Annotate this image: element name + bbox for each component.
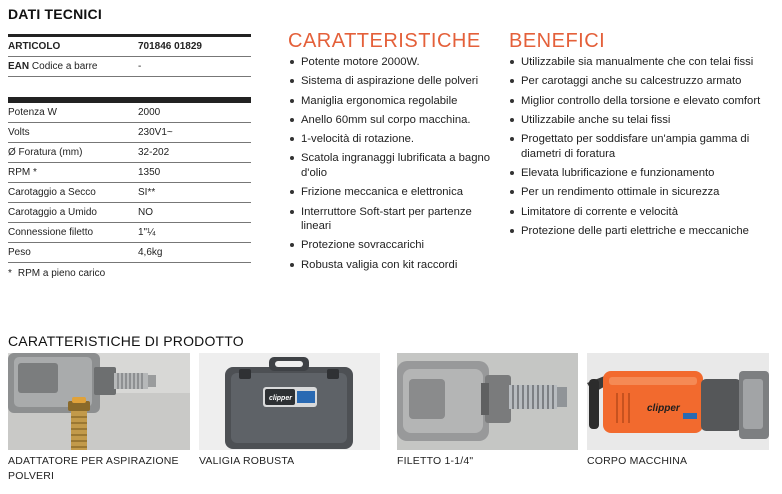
list-item (289, 55, 501, 70)
list-item-text: Limitatore di corrente e velocità (521, 205, 678, 218)
list-item-text: Sistema di aspirazione delle polveri (301, 75, 479, 88)
list-item-text: Utilizzabile sia manualmente che con telai fissi (521, 56, 754, 68)
bullet-icon (290, 79, 294, 83)
list-item-text: Elevata lubrificazione e funzionamento (521, 166, 715, 179)
list-item (289, 94, 501, 109)
tech-value: SI** (138, 187, 156, 198)
bullet-icon (510, 118, 514, 122)
tech-value: - (138, 61, 142, 72)
bullet-icon (510, 229, 514, 233)
tech-row (8, 103, 251, 123)
list-item (289, 74, 501, 89)
list-item-text: Miglior controllo della torsione e elevato comfort (521, 94, 761, 107)
list-item (509, 74, 769, 89)
tech-label: Peso (8, 247, 31, 258)
list-item-text: Per carotaggi anche su calcestruzzo armato (521, 75, 742, 88)
tech-value: 4,6kg (138, 247, 163, 258)
tech-label: Ø Foratura (mm) (8, 147, 83, 158)
caption-thread: FILETTO 1-1/4" (397, 455, 474, 467)
product-image-thread (397, 353, 578, 450)
tech-value: NO (138, 207, 153, 218)
caption-body: CORPO MACCHINA (587, 455, 688, 467)
tech-label: Connessione filetto (8, 227, 94, 238)
adapter-illustration (8, 353, 190, 450)
caption-adapter: ADATTATORE PER ASPIRAZIONE POLVERI (8, 455, 179, 482)
footnote (8, 268, 251, 279)
tech-value: 2000 (138, 107, 161, 118)
bullet-icon (510, 137, 514, 141)
bullet-icon (290, 99, 294, 103)
tech-label (8, 61, 138, 72)
tech-label: Carotaggio a Secco (8, 187, 96, 198)
product-section-title: CARATTERISTICHE DI PRODOTTO (8, 333, 244, 349)
ean-label: EAN (8, 61, 30, 72)
list-item-text: Robusta valigia con kit raccordi (301, 258, 458, 271)
list-item-text: Protezione delle parti elettriche e meccaniche (521, 224, 749, 237)
tech-value: 1350 (138, 167, 161, 178)
tech-label: ARTICOLO (8, 41, 61, 52)
bullet-icon (510, 79, 514, 83)
list-item-text: Frizione meccanica e elettronica (301, 186, 463, 199)
bullet-icon (510, 171, 514, 175)
bullet-icon (290, 190, 294, 194)
bullet-icon (510, 99, 514, 103)
product-image-adapter (8, 353, 190, 450)
list-item (509, 55, 769, 70)
list-item (509, 224, 769, 239)
list-item (509, 185, 769, 200)
ean-sublabel: Codice a barre (31, 61, 98, 72)
footnote-text: RPM a pieno carico (17, 268, 106, 279)
benefits-list (509, 55, 769, 243)
tech-row (8, 163, 251, 183)
tech-label: Volts (8, 127, 30, 138)
footnote-star: * (8, 268, 12, 279)
body-illustration (587, 353, 769, 450)
tech-value: 32-202 (138, 147, 170, 158)
tech-value: 230V1~ (138, 127, 173, 138)
tech-label: Carotaggio a Umido (8, 207, 97, 218)
list-item-text: Interruttore Soft-start per partenze lineari (301, 205, 472, 233)
tech-row (8, 143, 251, 163)
product-image-case (199, 353, 380, 450)
tech-row-ean (8, 57, 251, 77)
bullet-icon (290, 210, 294, 214)
features-heading: CARATTERISTICHE (288, 30, 481, 52)
bullet-icon (510, 60, 514, 64)
case-logo-text: clipper (269, 395, 292, 402)
caption-case: VALIGIA ROBUSTA (199, 455, 295, 467)
bullet-icon (290, 156, 294, 160)
list-item (509, 94, 769, 109)
bullet-icon (290, 137, 294, 141)
list-item (289, 258, 501, 273)
tech-row (8, 223, 251, 243)
body-logo-text: clipper (647, 403, 680, 414)
product-image-body (587, 353, 769, 450)
list-item (509, 113, 769, 128)
thread-illustration (397, 353, 578, 450)
list-item (289, 151, 501, 180)
bullet-icon (290, 60, 294, 64)
bullet-icon (510, 210, 514, 214)
tech-label: Potenza W (8, 107, 57, 118)
list-item-text: Maniglia ergonomica regolabile (301, 94, 458, 107)
list-item-text: Protezione sovraccarichi (301, 239, 425, 252)
tech-row (8, 183, 251, 203)
list-item-text: Per un rendimento ottimale in sicurezza (521, 186, 720, 199)
tech-row (8, 243, 251, 263)
benefits-heading: BENEFICI (509, 30, 606, 52)
tech-label: RPM * (8, 167, 37, 178)
list-item (509, 132, 769, 161)
list-item (289, 205, 501, 234)
bullet-icon (290, 263, 294, 267)
list-item-text: Scatola ingranaggi lubrificata a bagno d'olio (301, 152, 491, 179)
tech-data-panel (8, 6, 251, 279)
list-item-text: Anello 60mm sul corpo macchina. (301, 113, 471, 126)
bullet-icon (290, 243, 294, 247)
list-item (289, 185, 501, 200)
list-item (509, 166, 769, 181)
list-item (289, 238, 501, 253)
tech-row-article (8, 37, 251, 57)
tech-row (8, 123, 251, 143)
case-illustration (199, 353, 380, 450)
list-item (289, 113, 501, 128)
features-list (289, 55, 501, 277)
list-item-text: Progettato per soddisfare un'ampia gamma di diametri di foratura (521, 133, 750, 160)
list-item-text: Utilizzabile anche su telai fissi (521, 113, 671, 126)
bullet-icon (510, 190, 514, 194)
tech-title: DATI TECNICI (8, 6, 102, 22)
tech-value: 701846 01829 (138, 41, 202, 52)
tech-value: 1"¼ (138, 227, 156, 238)
bullet-icon (290, 118, 294, 122)
tech-row (8, 203, 251, 223)
list-item-text: 1-velocità di rotazione. (301, 133, 415, 146)
list-item (509, 205, 769, 220)
list-item (289, 132, 501, 147)
list-item-text: Potente motore 2000W. (301, 56, 420, 68)
